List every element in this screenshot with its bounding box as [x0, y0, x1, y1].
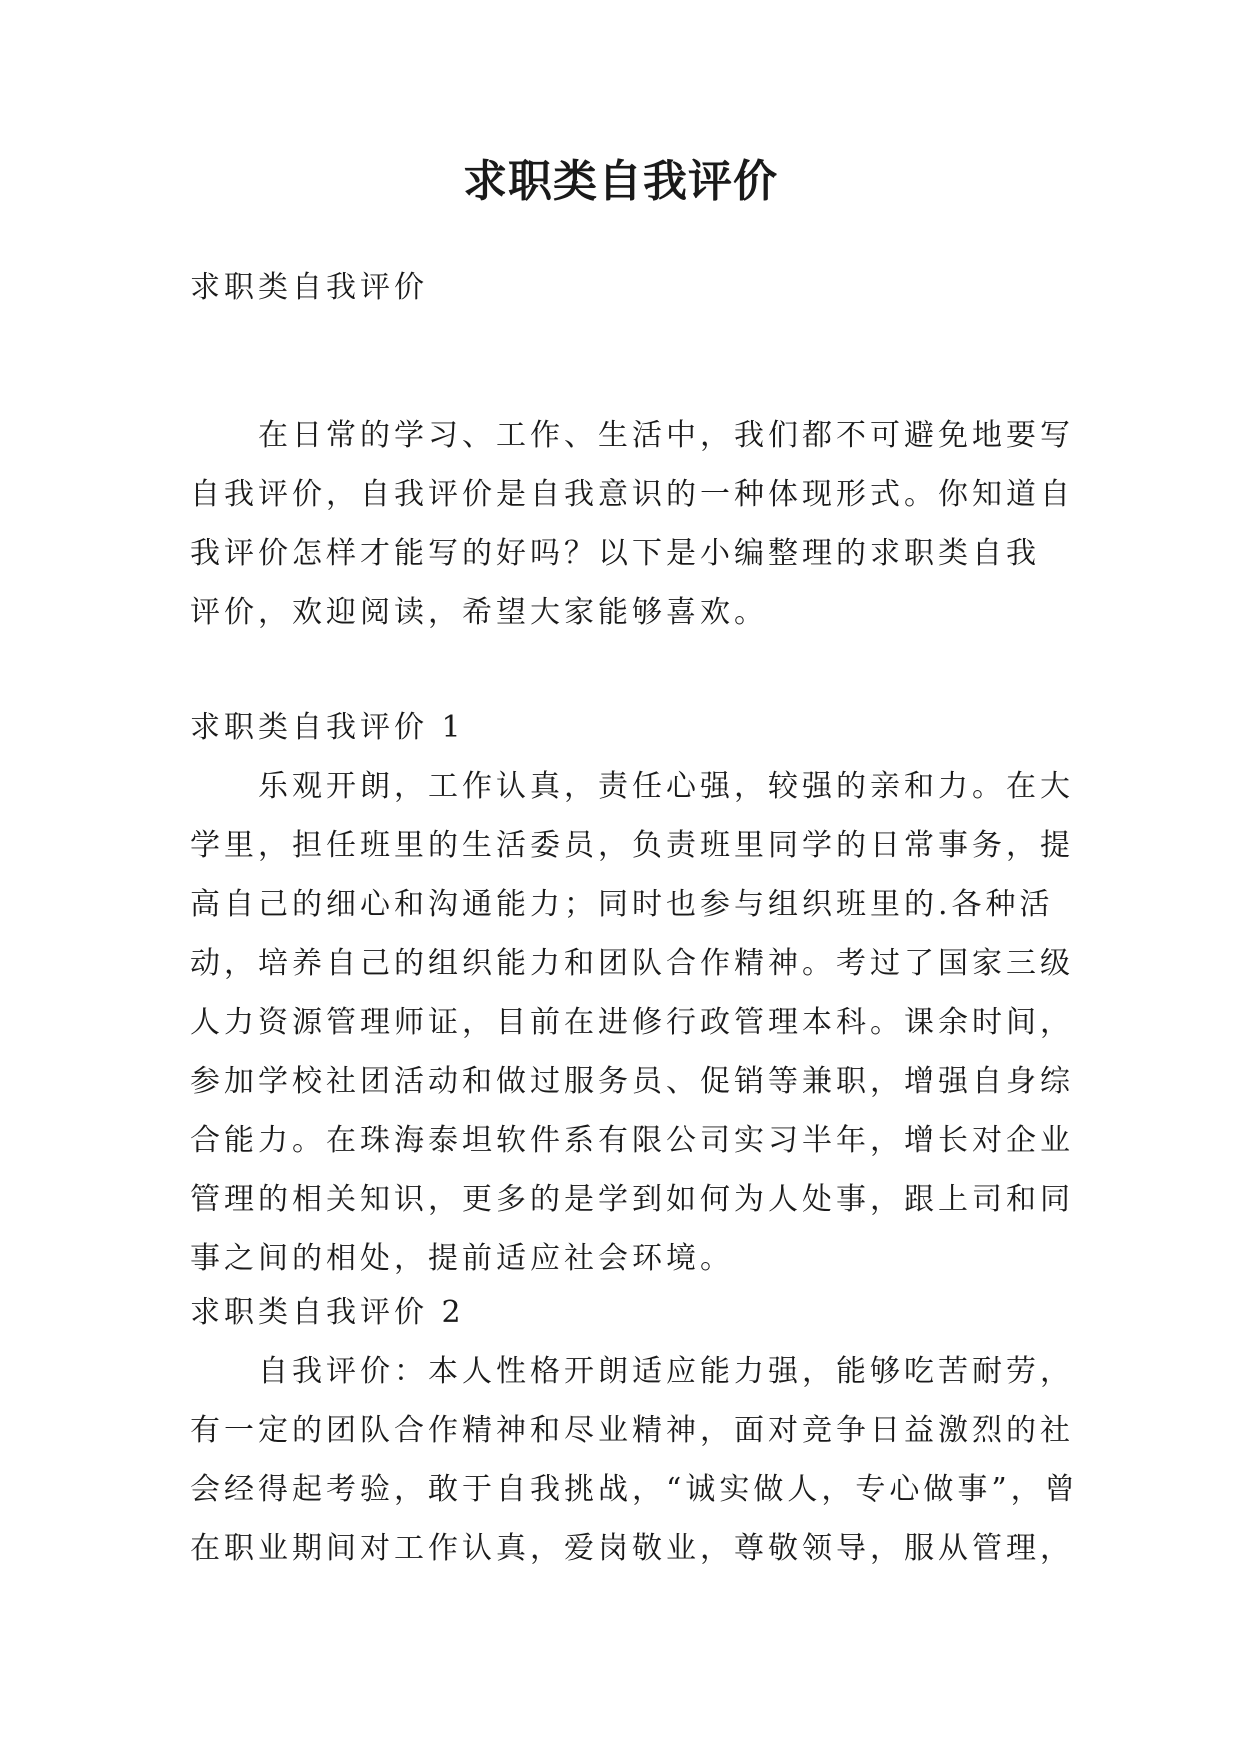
paragraph-line: 自我评价，自我评价是自我意识的一种体现形式。你知道自 [190, 477, 1074, 512]
paragraph-line: 人力资源管理师证，目前在进修行政管理本科。课余时间， [190, 1005, 1074, 1040]
paragraph-line: 学里，担任班里的生活委员，负责班里同学的日常事务，提 [190, 828, 1074, 863]
paragraph-line: 有一定的团队合作精神和尽业精神，面对竞争日益激烈的社 [190, 1413, 1074, 1448]
paragraph-line: 管理的相关知识，更多的是学到如何为人处事，跟上司和同 [190, 1182, 1074, 1217]
paragraph-line: 动，培养自己的组织能力和团队合作精神。考过了国家三级 [190, 946, 1074, 981]
section-heading-2: 求职类自我评价 2 [190, 1295, 465, 1330]
document-subtitle: 求职类自我评价 [190, 270, 428, 305]
paragraph-line: 高自己的细心和沟通能力；同时也参与组织班里的.各种活 [190, 887, 1054, 922]
paragraph-line: 评价，欢迎阅读，希望大家能够喜欢。 [190, 595, 768, 630]
paragraph-line: 在职业期间对工作认真，爱岗敬业，尊敬领导，服从管理， [190, 1531, 1074, 1566]
paragraph-line: 乐观开朗，工作认真，责任心强，较强的亲和力。在大 [258, 769, 1074, 804]
intro-paragraph [190, 406, 1074, 642]
paragraph-line: 参加学校社团活动和做过服务员、促销等兼职，增强自身综 [190, 1064, 1074, 1099]
paragraph-line: 自我评价：本人性格开朗适应能力强，能够吃苦耐劳， [258, 1354, 1074, 1389]
section-body-2 [190, 1342, 1079, 1578]
section-body-1 [190, 757, 1074, 1288]
paragraph-line: 合能力。在珠海泰坦软件系有限公司实习半年，增长对企业 [190, 1123, 1074, 1158]
paragraph-line: 我评价怎样才能写的好吗？以下是小编整理的求职类自我 [190, 536, 1040, 571]
paragraph-line: 会经得起考验，敢于自我挑战，“诚实做人，专心做事”，曾 [190, 1472, 1079, 1507]
paragraph-line: 在日常的学习、工作、生活中，我们都不可避免地要写 [258, 418, 1074, 453]
paragraph-line: 事之间的相处，提前适应社会环境。 [190, 1241, 734, 1276]
section-heading-1: 求职类自我评价 1 [190, 710, 465, 745]
document-title: 求职类自我评价 [463, 156, 778, 207]
